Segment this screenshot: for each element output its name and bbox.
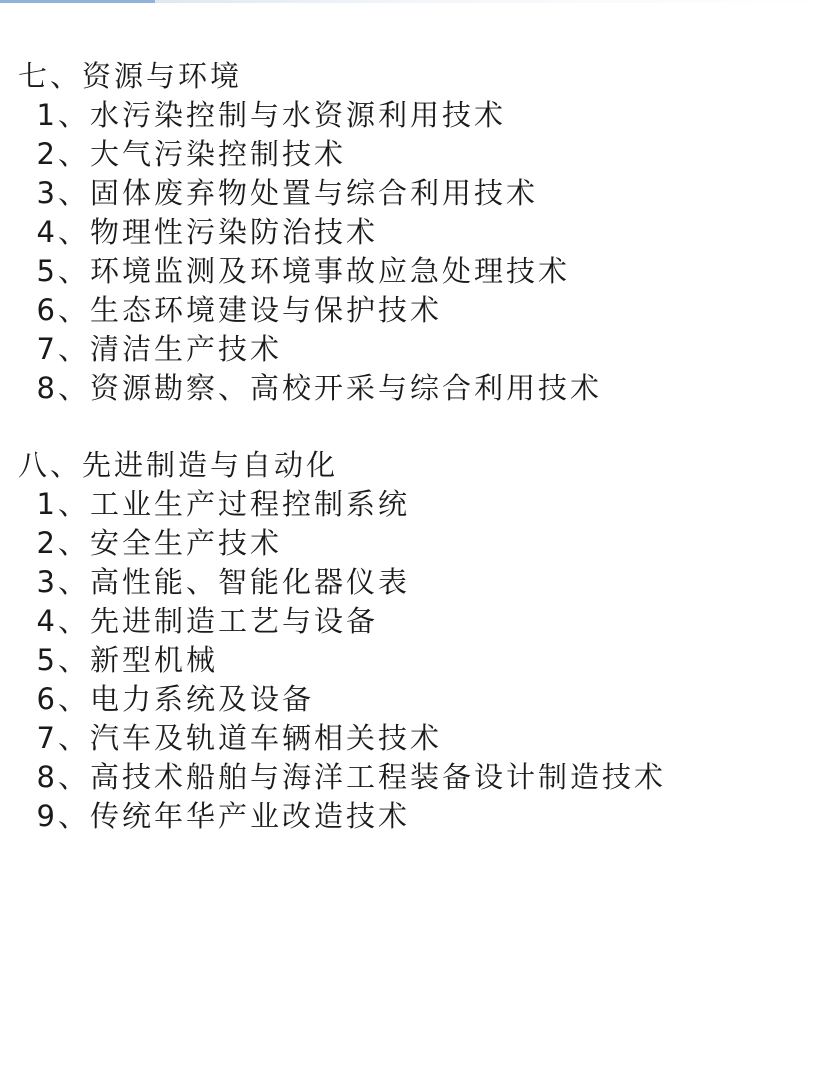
- item-separator: 、: [58, 137, 91, 171]
- item-separator: 、: [58, 604, 91, 638]
- item-number: 3: [36, 176, 58, 210]
- list-item: [0, 602, 826, 641]
- list-item: [0, 758, 826, 797]
- document-body: [0, 57, 826, 836]
- item-separator: 、: [58, 293, 91, 327]
- item-text: 物理性污染防治技术: [90, 215, 379, 249]
- item-number: 3: [36, 565, 58, 599]
- item-separator: 、: [58, 643, 91, 677]
- item-list: [0, 96, 826, 408]
- item-text: 传统年华产业改造技术: [90, 799, 411, 833]
- list-item: [0, 330, 826, 369]
- item-separator: 、: [58, 526, 91, 560]
- item-separator: 、: [58, 799, 91, 833]
- item-number: 4: [36, 215, 58, 249]
- top-accent-bar: [0, 0, 155, 3]
- item-separator: 、: [58, 371, 91, 405]
- section-heading: 八、先进制造与自动化: [18, 448, 339, 482]
- item-number: 9: [36, 799, 58, 833]
- item-text: 高技术船舶与海洋工程装备设计制造技术: [90, 760, 667, 794]
- section-heading: 七、资源与环境: [18, 59, 243, 93]
- list-item: [0, 641, 826, 680]
- item-separator: 、: [58, 254, 91, 288]
- item-number: 2: [36, 526, 58, 560]
- item-text: 先进制造工艺与设备: [90, 604, 379, 638]
- item-text: 大气污染控制技术: [90, 137, 347, 171]
- item-number: 1: [36, 487, 58, 521]
- list-item: [0, 369, 826, 408]
- item-text: 新型机械: [90, 643, 219, 677]
- item-number: 6: [36, 682, 58, 716]
- list-item: [0, 524, 826, 563]
- item-number: 6: [36, 293, 58, 327]
- item-text: 清洁生产技术: [90, 332, 283, 366]
- item-number: 8: [36, 760, 58, 794]
- list-item: [0, 563, 826, 602]
- item-text: 高性能、智能化器仪表: [90, 565, 411, 599]
- item-text: 资源勘察、高校开采与综合利用技术: [90, 371, 603, 405]
- item-text: 工业生产过程控制系统: [90, 487, 411, 521]
- item-number: 7: [36, 332, 58, 366]
- item-separator: 、: [58, 332, 91, 366]
- list-item: [0, 797, 826, 836]
- list-item: [0, 213, 826, 252]
- item-number: 8: [36, 371, 58, 405]
- item-separator: 、: [58, 98, 91, 132]
- list-item: [0, 291, 826, 330]
- item-separator: 、: [58, 565, 91, 599]
- item-text: 环境监测及环境事故应急处理技术: [90, 254, 571, 288]
- item-separator: 、: [58, 760, 91, 794]
- item-number: 4: [36, 604, 58, 638]
- item-number: 7: [36, 721, 58, 755]
- top-accent-fade: [155, 0, 826, 3]
- item-text: 生态环境建设与保护技术: [90, 293, 443, 327]
- list-item: [0, 719, 826, 758]
- list-item: [0, 485, 826, 524]
- item-text: 安全生产技术: [90, 526, 283, 560]
- item-separator: 、: [58, 487, 91, 521]
- item-separator: 、: [58, 215, 91, 249]
- item-text: 水污染控制与水资源利用技术: [90, 98, 507, 132]
- list-item: [0, 174, 826, 213]
- item-text: 电力系统及设备: [90, 682, 315, 716]
- list-item: [0, 252, 826, 291]
- item-separator: 、: [58, 721, 91, 755]
- item-text: 固体废弃物处置与综合利用技术: [90, 176, 539, 210]
- list-item: [0, 135, 826, 174]
- list-item: [0, 96, 826, 135]
- item-separator: 、: [58, 682, 91, 716]
- item-list: [0, 485, 826, 836]
- list-item: [0, 680, 826, 719]
- item-number: 5: [36, 254, 58, 288]
- section-advanced-manufacturing: [0, 446, 826, 836]
- item-text: 汽车及轨道车辆相关技术: [90, 721, 443, 755]
- item-number: 1: [36, 98, 58, 132]
- item-number: 2: [36, 137, 58, 171]
- item-separator: 、: [58, 176, 91, 210]
- item-number: 5: [36, 643, 58, 677]
- section-resources-environment: [0, 57, 826, 408]
